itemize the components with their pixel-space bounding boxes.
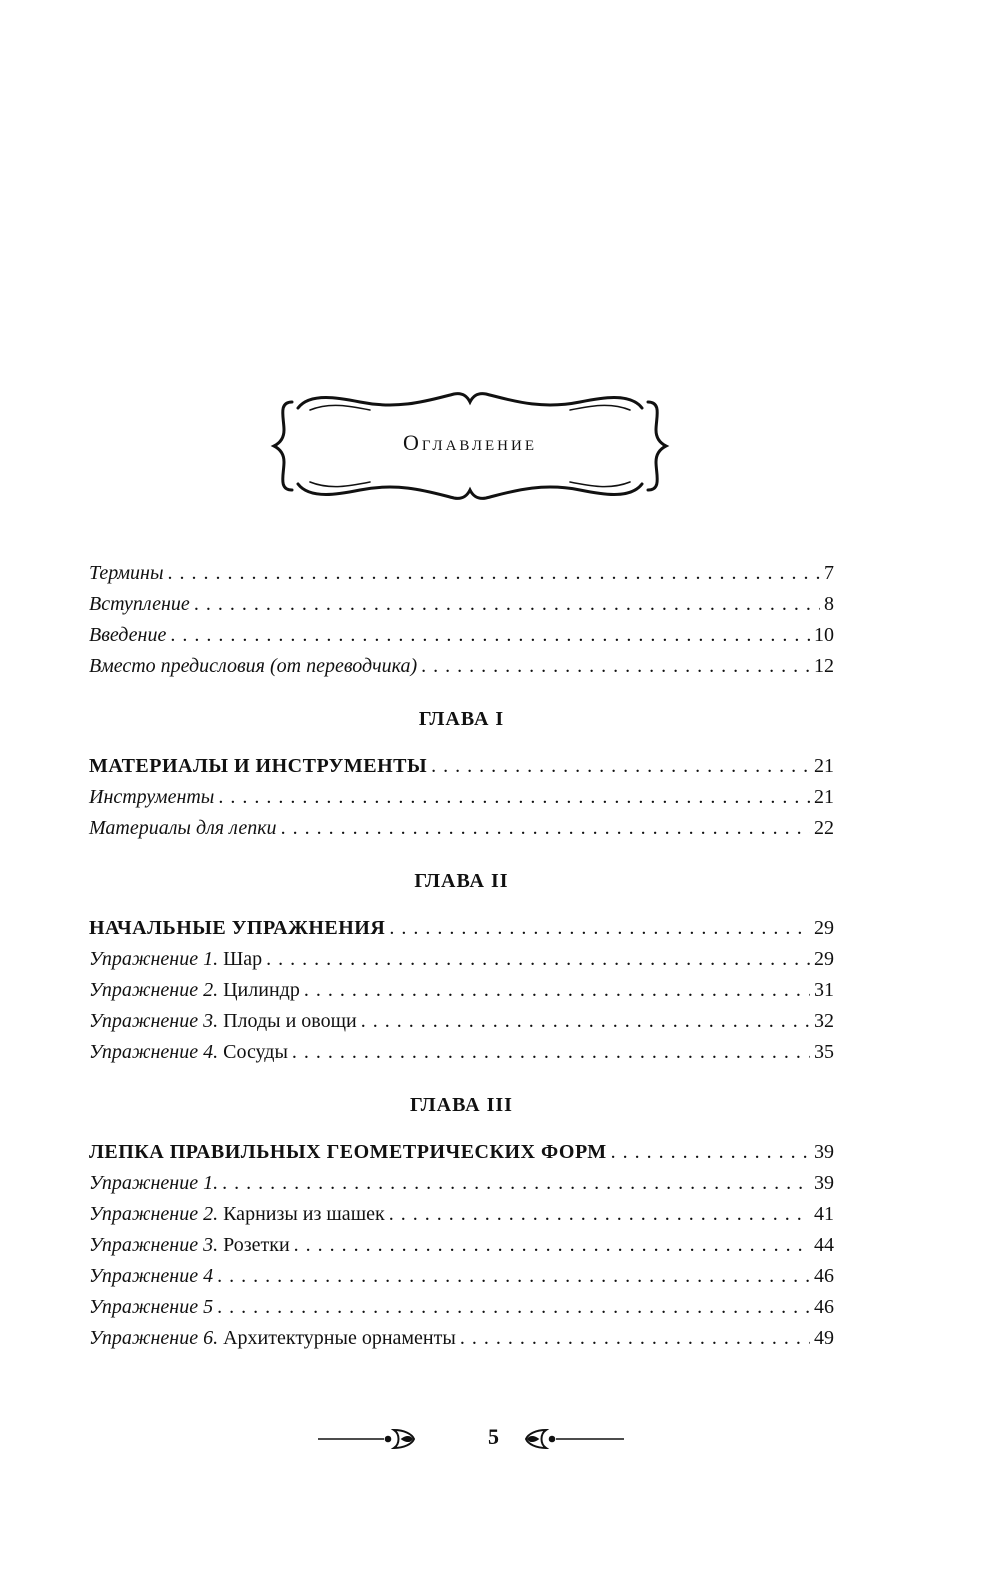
toc-entry-page: 29 [814, 948, 834, 970]
dot-leader [168, 558, 820, 589]
toc-entry[interactable] [89, 813, 834, 844]
toc-entry-label: Вместо предисловия (от переводчика) [89, 655, 418, 677]
toc-entry-label: Упражнение 4. Сосуды [89, 1041, 288, 1063]
dot-leader [281, 813, 810, 844]
dot-leader [421, 651, 810, 682]
toc-entry[interactable] [89, 1168, 834, 1199]
dot-leader [294, 1230, 810, 1261]
chapter-2-section [89, 866, 834, 1068]
front-matter-list [89, 558, 834, 682]
toc-entry[interactable] [89, 1323, 834, 1354]
toc-title: Оглавление [402, 430, 538, 455]
toc-entry-label: Упражнение 4 [89, 1265, 214, 1287]
toc-entry-label: ЛЕПКА ПРАВИЛЬНЫХ ГЕОМЕТРИЧЕСКИХ ФОРМ [89, 1141, 607, 1163]
dot-leader [460, 1323, 810, 1354]
chapter-heading: ГЛАВА I [418, 708, 505, 730]
toc-entry-introduction[interactable] [89, 620, 834, 651]
dot-leader [389, 913, 810, 944]
dot-leader [217, 1261, 810, 1292]
toc-entry-preamble[interactable] [89, 589, 834, 620]
toc-entry-label: Упражнение 3. Розетки [89, 1234, 290, 1256]
toc-entry-page: 8 [824, 593, 834, 615]
toc-entry-label: НАЧАЛЬНЫЕ УПРАЖНЕНИЯ [89, 917, 386, 939]
toc-entry-page: 41 [814, 1203, 834, 1225]
dot-leader [194, 589, 820, 620]
dot-leader [292, 1037, 810, 1068]
toc-entry-label: Упражнение 5 [89, 1296, 214, 1318]
dot-leader [217, 1292, 810, 1323]
toc-entry-page: 49 [814, 1327, 834, 1349]
toc-entry-label: МАТЕРИАЛЫ И ИНСТРУМЕНТЫ [89, 755, 428, 777]
dot-leader [266, 944, 810, 975]
toc-entry-page: 21 [814, 755, 834, 777]
dot-leader [361, 1006, 810, 1037]
toc-entry[interactable] [89, 1199, 834, 1230]
table-of-contents [89, 558, 834, 1354]
toc-entry-page: 10 [814, 624, 834, 646]
dot-leader [218, 782, 810, 813]
toc-entry-label: Упражнение 2. Карнизы из шашек [89, 1203, 385, 1225]
toc-entry-label: Упражнение 3. Плоды и овощи [89, 1010, 357, 1032]
toc-entry[interactable] [89, 944, 834, 975]
chapter-heading: ГЛАВА III [410, 1094, 513, 1116]
chapter-3-section [89, 1090, 834, 1354]
toc-entry[interactable] [89, 1037, 834, 1068]
toc-entry[interactable] [89, 1230, 834, 1261]
toc-entry-page: 32 [814, 1010, 834, 1032]
toc-entry-label: Инструменты [89, 786, 215, 808]
toc-entry[interactable] [89, 1261, 834, 1292]
toc-entry-page: 29 [814, 917, 834, 939]
toc-entry-terms[interactable] [89, 558, 834, 589]
toc-entry[interactable] [89, 975, 834, 1006]
toc-entry-label: Упражнение 1. Шар [89, 948, 263, 970]
toc-entry-page: 39 [814, 1141, 834, 1163]
toc-entry-page: 46 [814, 1265, 834, 1287]
dot-leader [170, 620, 810, 651]
toc-entry-page: 39 [814, 1172, 834, 1194]
page-footer [0, 1422, 987, 1456]
dot-leader [222, 1168, 810, 1199]
dot-leader [431, 751, 810, 782]
chapter-title-entry[interactable] [89, 751, 834, 782]
toc-entry-page: 22 [814, 817, 834, 839]
chapter-title-entry[interactable] [89, 1137, 834, 1168]
toc-entry-label: Упражнение 6. Архитектурные орнаменты [89, 1327, 456, 1349]
toc-entry-label: Термины [89, 562, 164, 584]
toc-entry-label: Материалы для лепки [89, 817, 277, 839]
toc-entry-label: Введение [89, 624, 167, 646]
dot-leader [611, 1137, 810, 1168]
toc-entry-page: 21 [814, 786, 834, 808]
chapter-1-section [89, 704, 834, 844]
toc-header-frame [270, 388, 670, 504]
dot-leader [304, 975, 810, 1006]
page-number: 5 [488, 1424, 499, 1449]
toc-entry-page: 46 [814, 1296, 834, 1318]
toc-entry-label: Упражнение 2. Цилиндр [89, 979, 300, 1001]
toc-entry[interactable] [89, 1292, 834, 1323]
toc-entry[interactable] [89, 1006, 834, 1037]
toc-entry-page: 7 [824, 562, 834, 584]
toc-entry-label: Вступление [89, 593, 190, 615]
toc-entry-page: 44 [814, 1234, 834, 1256]
toc-entry-page: 31 [814, 979, 834, 1001]
toc-entry[interactable] [89, 782, 834, 813]
chapter-heading: ГЛАВА II [414, 870, 509, 892]
toc-entry-label: Упражнение 1. [89, 1172, 219, 1194]
dot-leader [389, 1199, 810, 1230]
chapter-title-entry[interactable] [89, 913, 834, 944]
toc-entry-page: 12 [814, 655, 834, 677]
toc-entry-translator-note[interactable] [89, 651, 834, 682]
toc-entry-page: 35 [814, 1041, 834, 1063]
